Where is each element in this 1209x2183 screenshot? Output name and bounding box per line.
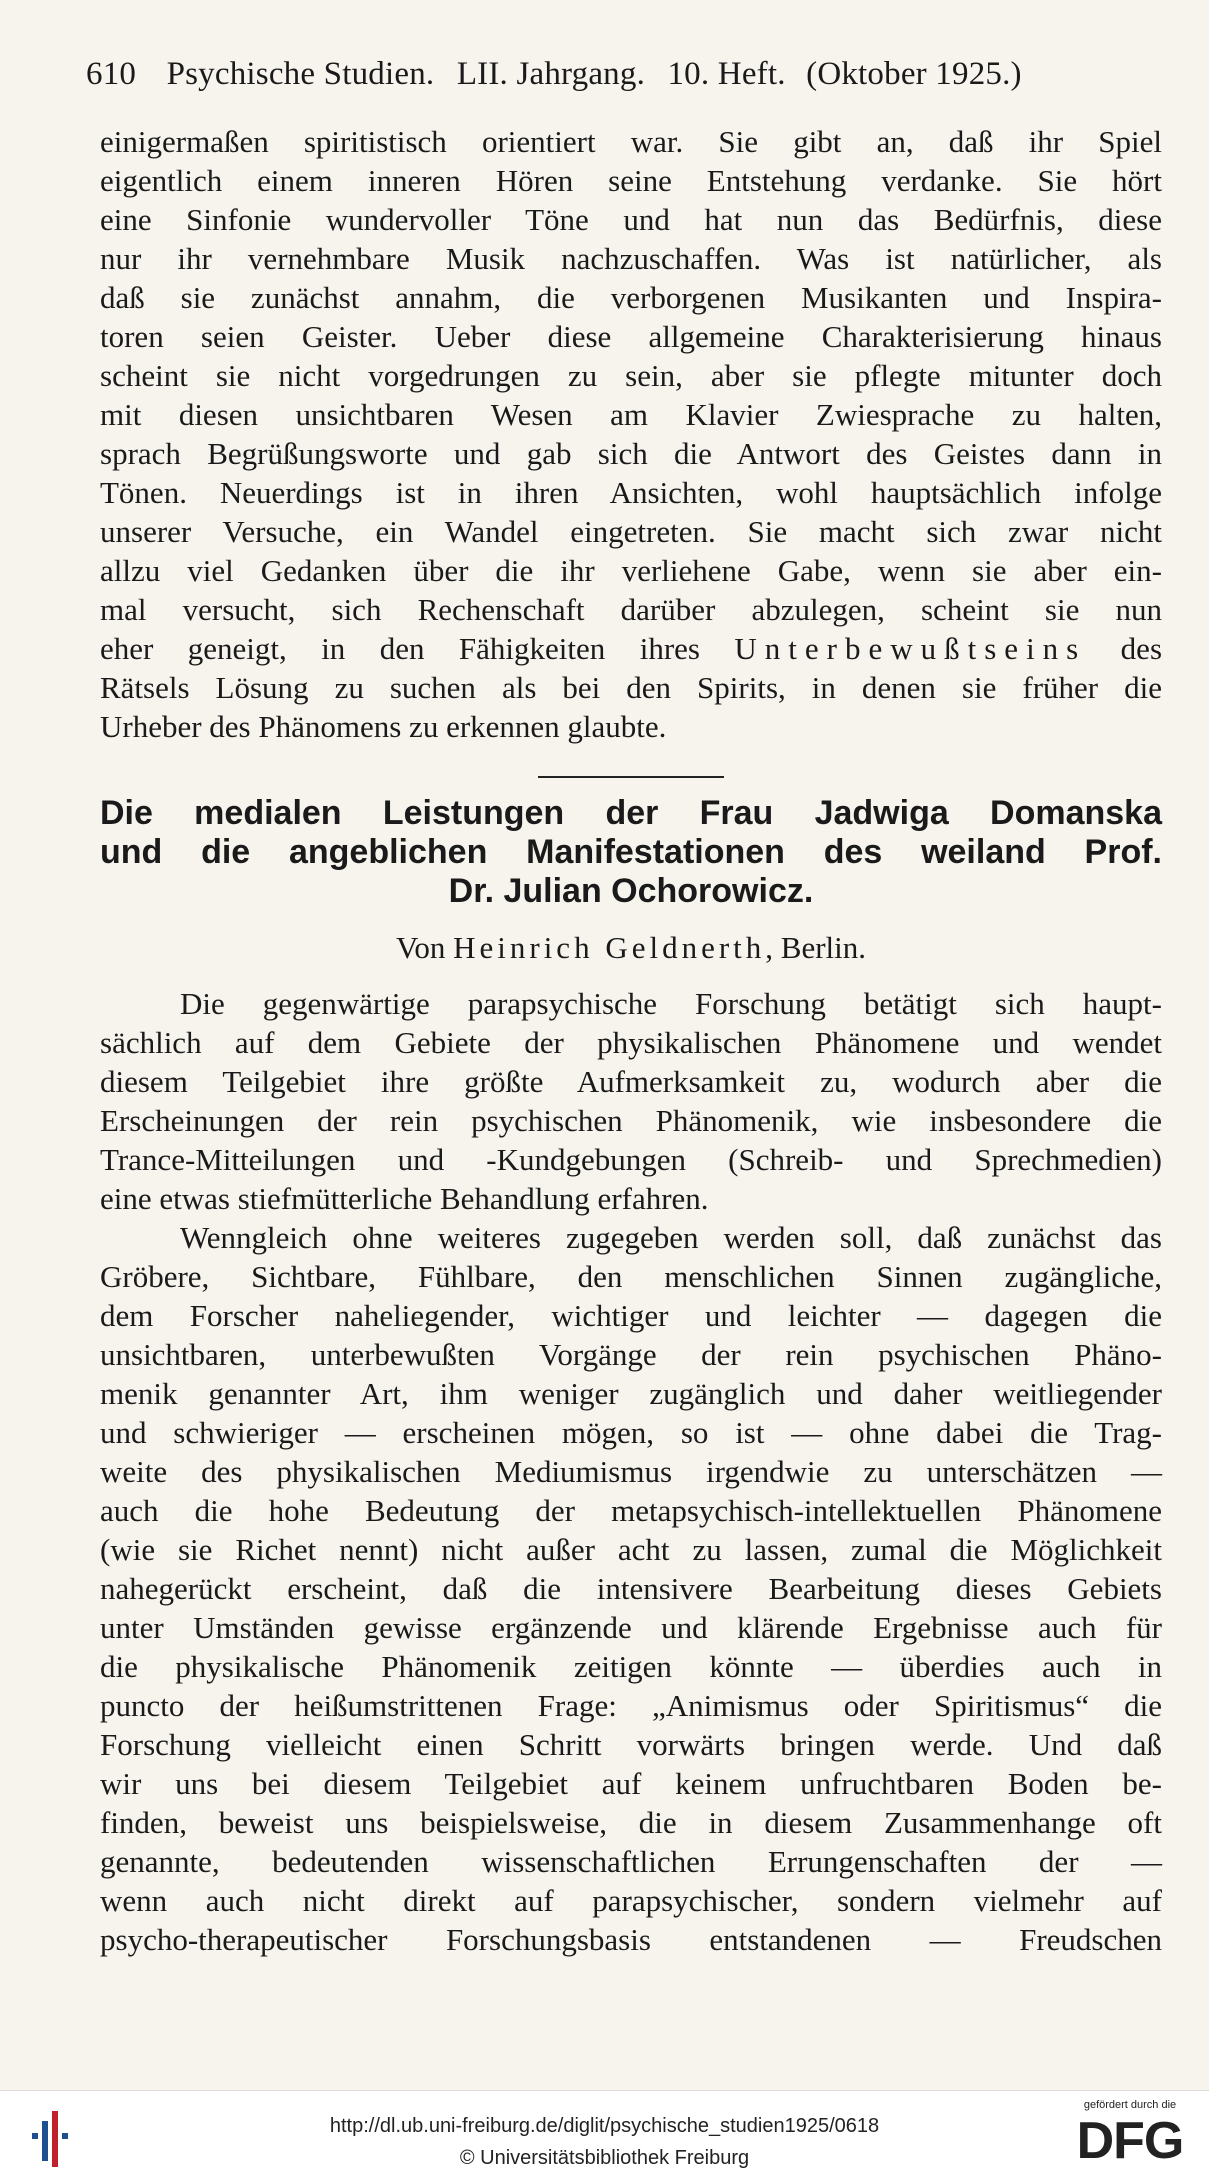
- text-line: puncto der heißumstrittenen Frage: „Animismus oder Spiritismus“ die: [100, 1688, 1162, 1723]
- text-line: daß sie zunächst annahm, die verborgenen Musikanten und Inspira-: [100, 280, 1162, 315]
- text-line: dem Forscher naheliegender, wichtiger und leichter — dagegen die: [100, 1298, 1162, 1333]
- dfg-logo: DFG: [1076, 2112, 1184, 2170]
- text-line: toren seien Geister. Ueber diese allgemeine Charakterisierung hinaus: [100, 319, 1162, 354]
- text-line: Urheber des Phänomens zu erkennen glaubte.: [100, 709, 667, 744]
- text-line: Wenngleich ohne weiteres zugegeben werden soll, daß zunächst das: [180, 1220, 1162, 1255]
- text-run: des: [1086, 631, 1163, 666]
- copyright-notice: © Universitätsbibliothek Freiburg: [459, 2147, 750, 2169]
- text-line: Forschung vielleicht einen Schritt vorwärts bringen werde. Und daß: [100, 1727, 1162, 1762]
- text-line: allzu viel Gedanken über die ihr verliehene Gabe, wenn sie aber ein-: [100, 553, 1162, 588]
- text-line: unsichtbaren, unterbewußten Vorgänge der rein psychischen Phäno-: [100, 1337, 1162, 1372]
- permalink-url[interactable]: http://dl.ub.uni-freiburg.de/diglit/psychische_studien1925/0618: [329, 2115, 880, 2137]
- author-location: , Berlin.: [765, 930, 867, 965]
- text-run: eher geneigt, in den Fähigkeiten ihres: [100, 631, 735, 666]
- title-line: Dr. Julian Ochorowicz.: [448, 872, 814, 910]
- title-line: Die medialen Leistungen der Frau Jadwiga Domanska: [100, 794, 1162, 832]
- text-line: sprach Begrüßungsworte und gab sich die Antwort des Geistes dann in: [100, 436, 1162, 471]
- section-divider: [538, 776, 724, 778]
- text-line: auch die hohe Bedeutung der metapsychisch-intellektuellen Phänomene: [100, 1493, 1162, 1528]
- text-line: nahegerückt erscheint, daß die intensivere Bearbeitung dieses Gebiets: [100, 1571, 1162, 1606]
- paragraph: [100, 1218, 1162, 1959]
- text-line: eigentlich einem inneren Hören seine Entstehung verdanke. Sie hört: [100, 163, 1162, 198]
- text-line: unter Umständen gewisse ergänzende und klärende Ergebnisse auch für: [100, 1610, 1162, 1645]
- text-line: menik genannter Art, ihm weniger zugänglich und daher weitliegender: [100, 1376, 1162, 1411]
- text-line: mit diesen unsichtbaren Wesen am Klavier Zwiesprache zu halten,: [100, 397, 1162, 432]
- text-line: diesem Teilgebiet ihre größte Aufmerksamkeit zu, wodurch aber die: [100, 1064, 1162, 1099]
- page-number: 610: [86, 56, 137, 92]
- text-line: Tönen. Neuerdings ist in ihren Ansichten, wohl hauptsächlich infolge: [100, 475, 1162, 510]
- text-line: wir uns bei diesem Teilgebiet auf keinem unfruchtbaren Boden be-: [100, 1766, 1162, 1801]
- text-line: Erscheinungen der rein psychischen Phänomenik, wie insbesondere die: [100, 1103, 1162, 1138]
- viewer-footer: [0, 2090, 1209, 2183]
- author-name: Heinrich Geldnerth: [453, 930, 766, 965]
- volume-label: LII. Jahrgang.: [456, 56, 646, 92]
- running-head: [86, 56, 1086, 93]
- text-line: [100, 629, 1162, 668]
- text-line: die physikalische Phänomenik zeitigen könnte — überdies auch in: [100, 1649, 1162, 1684]
- text-line: und schwieriger — erscheinen mögen, so ist — ohne dabei die Trag-: [100, 1415, 1162, 1450]
- text-line: finden, beweist uns beispielsweise, die in diesem Zusammenhange oft: [100, 1805, 1162, 1840]
- byline-prefix: Von: [395, 930, 446, 965]
- emphasized-word: Unterbewußtseins: [734, 631, 1087, 666]
- text-line: nur ihr vernehmbare Musik nachzuschaffen. Was ist natürlicher, als: [100, 241, 1162, 276]
- issue-label: 10. Heft.: [667, 56, 786, 92]
- text-line: Die gegenwärtige parapsychische Forschung betätigt sich haupt-: [180, 986, 1162, 1021]
- sponsor-caption: gefördert durch die: [1083, 2099, 1177, 2111]
- text-line: (wie sie Richet nennt) nicht außer acht zu lassen, zumal die Möglichkeit: [100, 1532, 1162, 1567]
- text-line: Gröbere, Sichtbare, Fühlbare, den menschlichen Sinnen zugängliche,: [100, 1259, 1162, 1294]
- text-line: scheint sie nicht vorgedrungen zu sein, aber sie pflegte mitunter doch: [100, 358, 1162, 393]
- text-line: sächlich auf dem Gebiete der physikalischen Phänomene und wendet: [100, 1025, 1162, 1060]
- text-line: genannte, bedeutenden wissenschaftlichen Errungenschaften der —: [100, 1844, 1162, 1879]
- sponsor-block: [1065, 2099, 1195, 2170]
- title-line: und die angeblichen Manifestationen des weiland Prof.: [100, 833, 1162, 871]
- text-line: unserer Versuche, ein Wandel eingetreten. Sie macht sich zwar nicht: [100, 514, 1162, 549]
- text-line: mal versucht, sich Rechenschaft darüber abzulegen, scheint sie nun: [100, 592, 1162, 627]
- text-line: wenn auch nicht direkt auf parapsychischer, sondern vielmehr auf: [100, 1883, 1162, 1918]
- text-line: Trance-Mitteilungen und -Kundgebungen (Schreib- und Sprechmedien): [100, 1142, 1162, 1177]
- text-line: Rätsels Lösung zu suchen als bei den Spirits, in denen sie früher die: [100, 670, 1162, 705]
- text-line: einigermaßen spiritistisch orientiert war. Sie gibt an, daß ihr Spiel: [100, 124, 1162, 159]
- text-line: psycho-therapeutischer Forschungsbasis entstandenen — Freudschen: [100, 1922, 1162, 1957]
- intro-paragraph: [100, 122, 1162, 746]
- journal-title: Psychische Studien.: [166, 56, 435, 92]
- text-line: eine Sinfonie wundervoller Töne und hat nun das Bedürfnis, diese: [100, 202, 1162, 237]
- text-line: weite des physikalischen Mediumismus irgendwie zu unterschätzen —: [100, 1454, 1162, 1489]
- issue-date: (Oktober 1925.): [806, 56, 1022, 92]
- paragraph: [100, 984, 1162, 1218]
- article-title: [100, 794, 1162, 911]
- text-line: eine etwas stiefmütterliche Behandlung erfahren.: [100, 1181, 709, 1216]
- byline: [100, 928, 1162, 967]
- article-body: [100, 984, 1162, 1959]
